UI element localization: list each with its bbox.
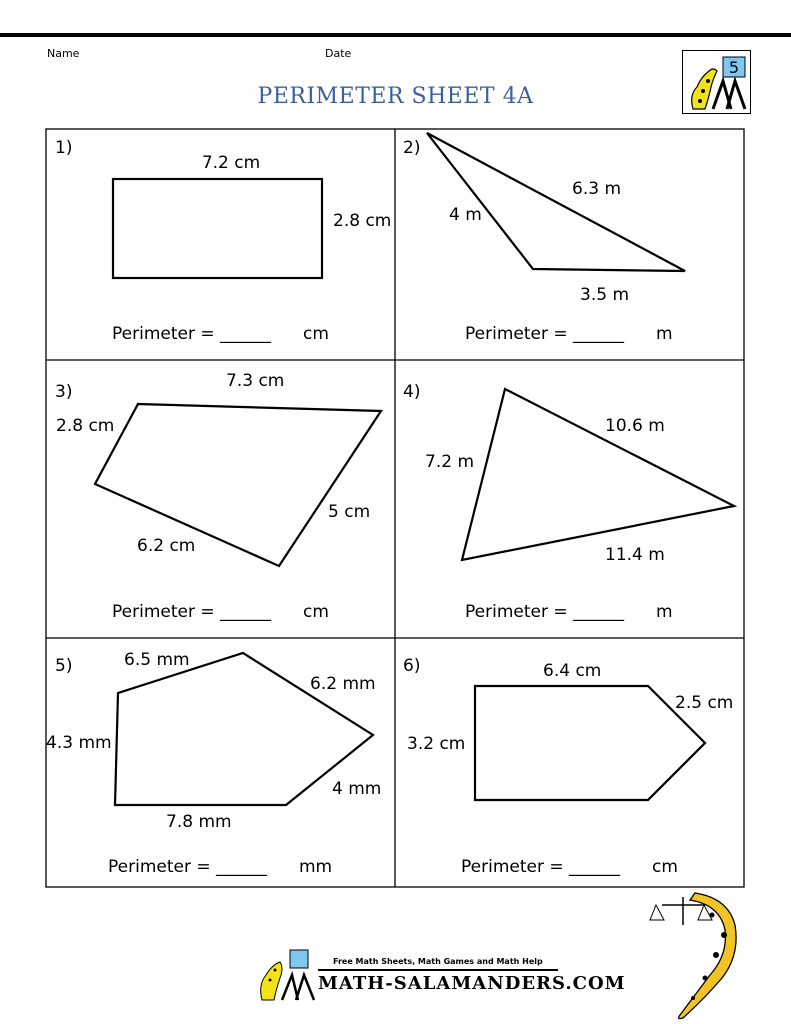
side-label-right: 2.8 cm (333, 211, 392, 231)
side-label-bottom: 3.5 m (580, 285, 629, 305)
problem-number: 4) (403, 382, 421, 402)
problem-number: 5) (55, 656, 73, 676)
footer-brand: MATH-SALAMANDERS.COM (318, 973, 626, 994)
side-label-right: 10.6 m (605, 416, 665, 436)
side-label-slant: 2.5 cm (675, 693, 734, 713)
footer-logo-icon (261, 950, 314, 1000)
name-label: Name (47, 47, 80, 60)
problem-4 (403, 382, 734, 622)
perimeter-answer-line: Perimeter = ______ (112, 324, 272, 344)
side-label-left: 2.8 cm (56, 416, 115, 436)
side-label-left: 4.3 mm (46, 733, 112, 753)
perimeter-unit: cm (652, 857, 678, 877)
perimeter-answer-line: Perimeter = ______ (108, 857, 268, 877)
perimeter-unit: mm (299, 857, 333, 877)
perimeter-unit: m (656, 324, 673, 344)
side-label-bottom-right: 4 mm (332, 779, 382, 799)
perimeter-answer-line: Perimeter = ______ (465, 602, 625, 622)
side-label-left: 7.2 m (425, 452, 474, 472)
triangle-shape (462, 389, 734, 560)
perimeter-answer-line: Perimeter = ______ (112, 602, 272, 622)
side-label-bottom: 11.4 m (605, 545, 665, 565)
salamander-scales-illustration (650, 893, 736, 1019)
perimeter-unit: cm (303, 324, 329, 344)
side-label-top-left: 6.5 mm (124, 650, 190, 670)
perimeter-answer-line: Perimeter = ______ (465, 324, 625, 344)
side-label-bottom: 6.2 cm (137, 536, 196, 556)
perimeter-unit: m (656, 602, 673, 622)
perimeter-unit: cm (303, 602, 329, 622)
side-label-right: 5 cm (328, 502, 371, 522)
triangle-shape (427, 133, 685, 271)
logo-number: 5 (728, 58, 740, 77)
side-label-left: 4 m (449, 205, 482, 225)
side-label-left: 3.2 cm (407, 734, 466, 754)
problem-number: 2) (403, 138, 421, 158)
problem-1 (55, 138, 391, 344)
side-label-hypotenuse: 6.3 m (572, 179, 621, 199)
problem-5 (46, 650, 381, 877)
problem-2 (403, 133, 685, 344)
problem-6 (403, 656, 733, 877)
side-label-bottom: 7.8 mm (166, 812, 232, 832)
page-title: PERIMETER SHEET 4A (257, 84, 534, 109)
side-label-top: 7.3 cm (226, 371, 285, 391)
rectangle-shape (113, 179, 322, 278)
side-label-top: 7.2 cm (201, 153, 261, 173)
side-label-top: 6.4 cm (543, 661, 602, 681)
footer-tagline: Free Math Sheets, Math Games and Math Help (333, 957, 543, 966)
problem-number: 1) (55, 138, 73, 158)
perimeter-answer-line: Perimeter = ______ (461, 857, 621, 877)
problem-number: 3) (55, 382, 73, 402)
problem-number: 6) (403, 656, 421, 676)
footer-rule (318, 969, 558, 971)
date-label: Date (325, 47, 352, 60)
arrow-pentagon-shape (475, 686, 705, 800)
problem-3 (55, 371, 381, 622)
side-label-top-right: 6.2 mm (310, 674, 376, 694)
